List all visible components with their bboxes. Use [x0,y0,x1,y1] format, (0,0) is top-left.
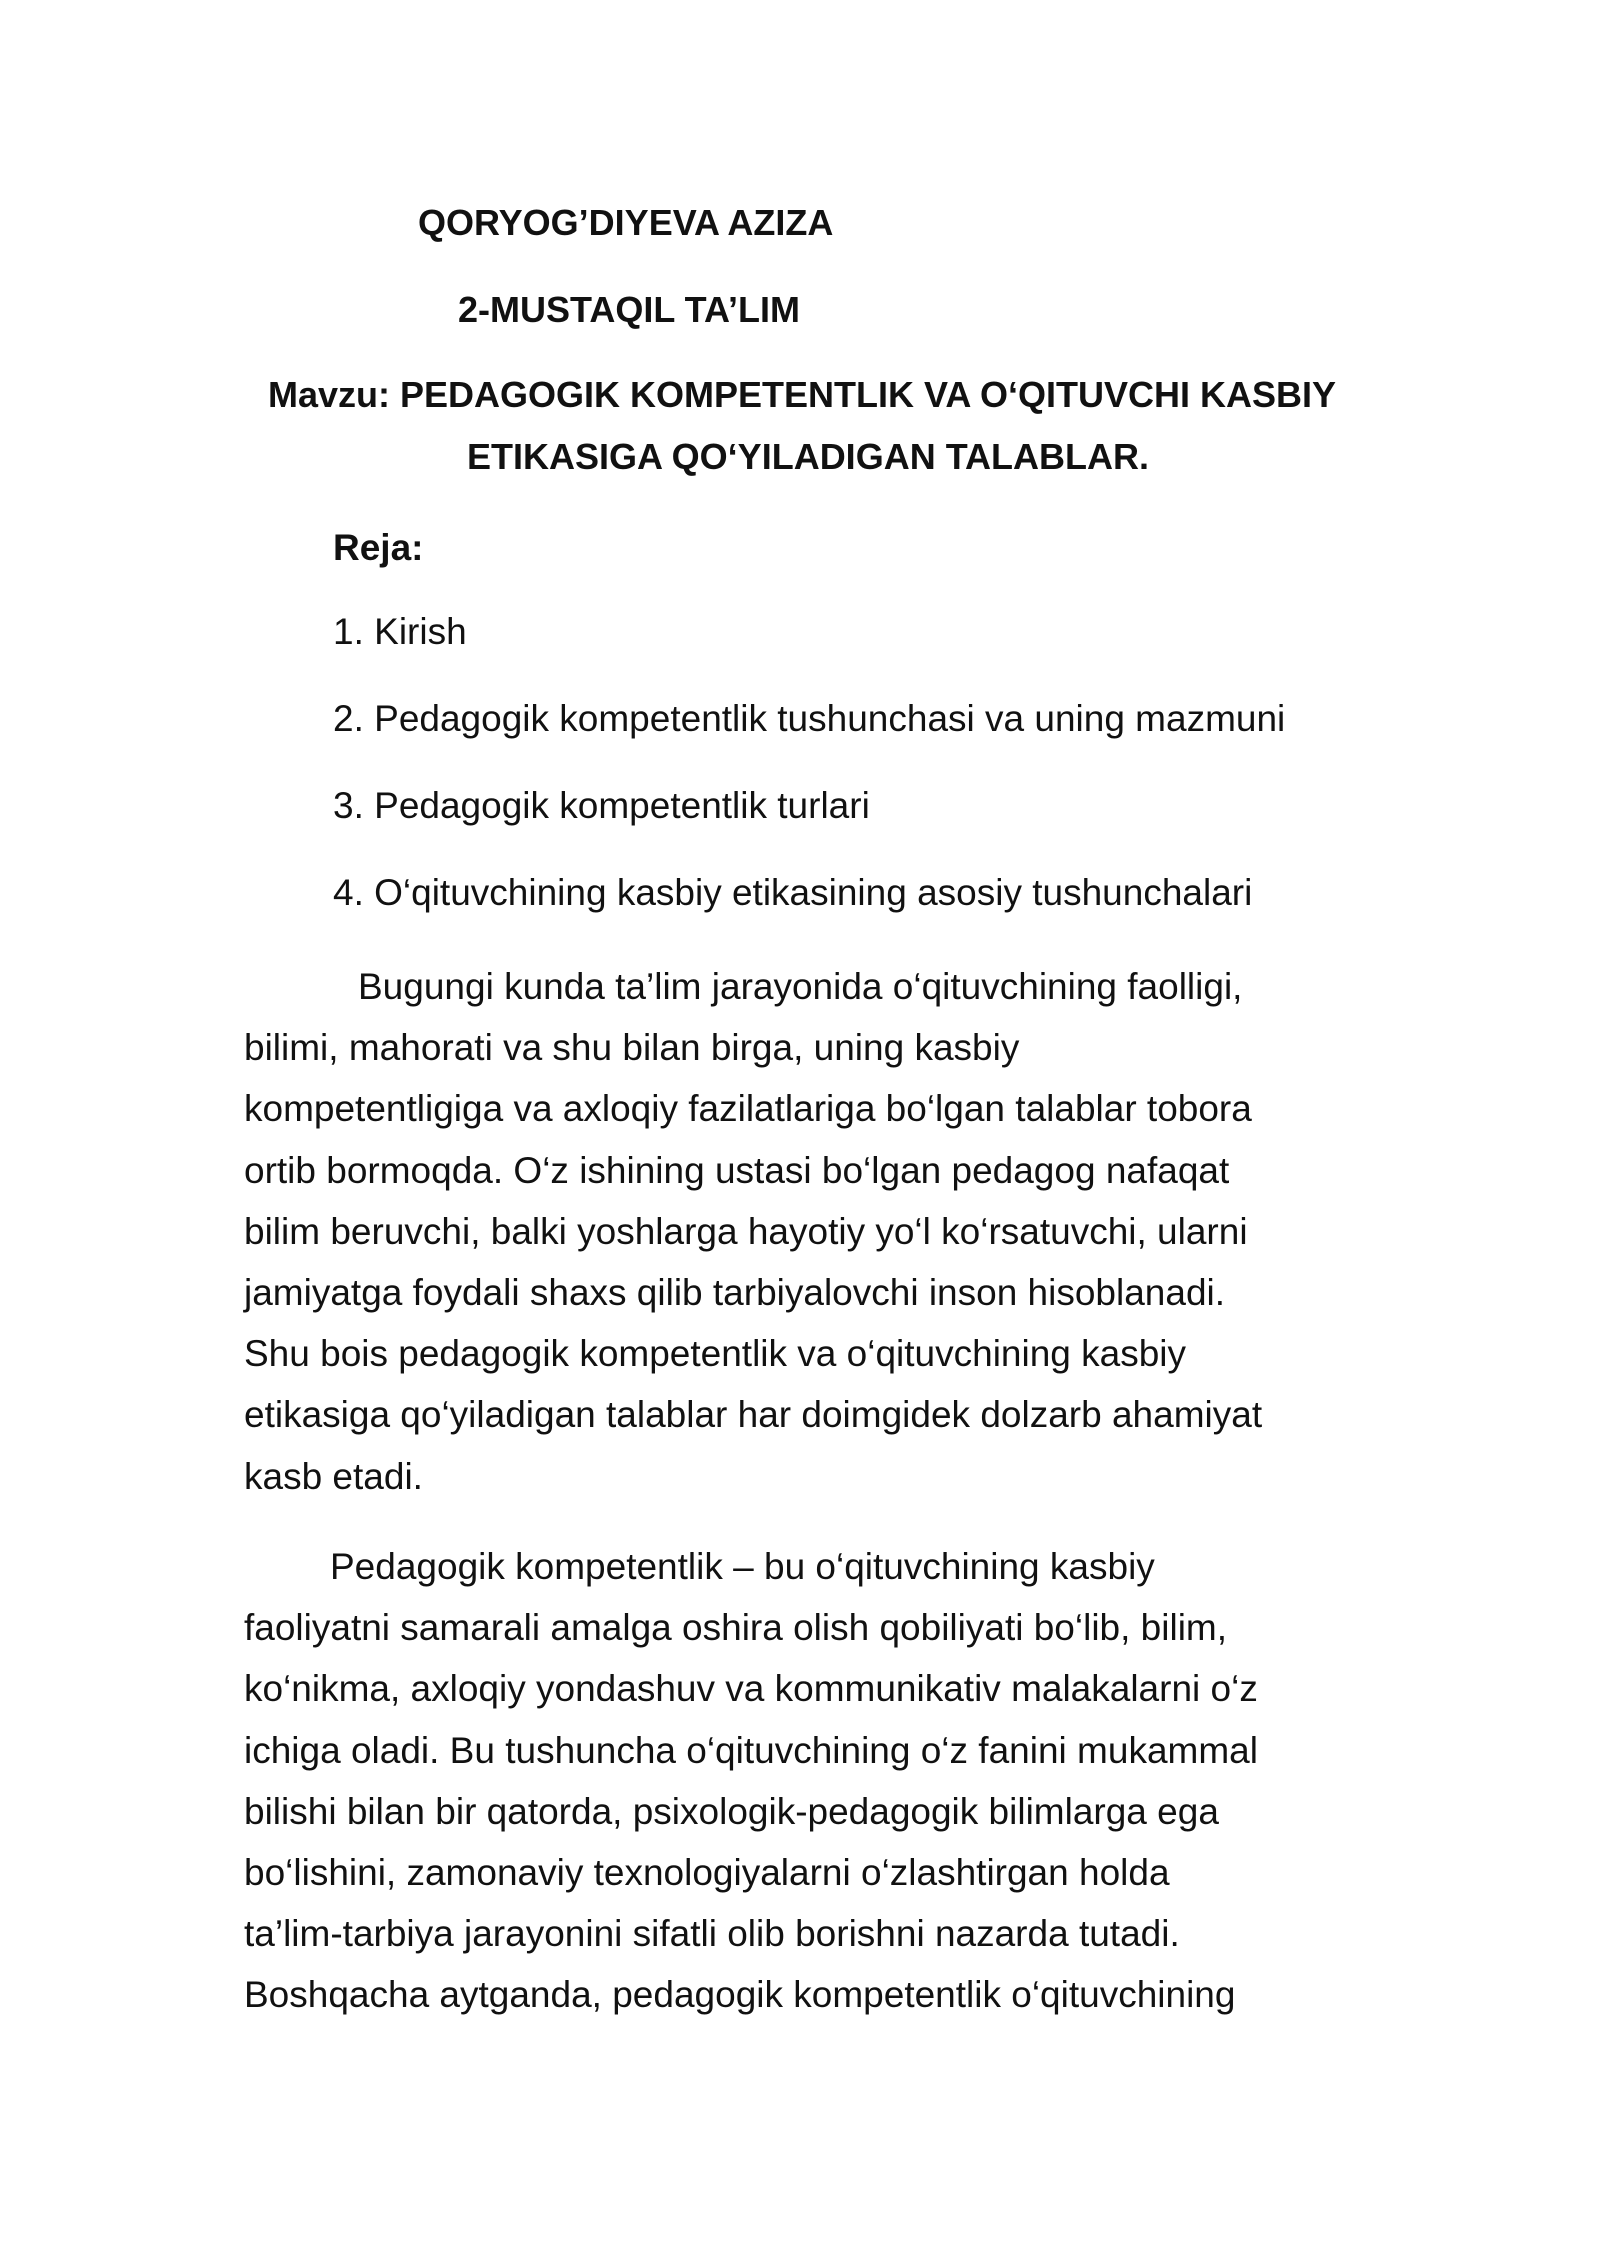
paragraph-line: bo‘lishini, zamonaviy texnologiyalarni o‘zlashtirgan holda [244,1852,1170,1894]
plan-item: 3. Pedagogik kompetentlik turlari [333,785,870,826]
paragraph-line: Pedagogik kompetentlik – bu o‘qituvchining kasbiy [330,1546,1155,1587]
paragraph-line: kompetentligiga va axloqiy fazilatlariga bo‘lgan talablar tobora [244,1088,1252,1130]
paragraph-line: ortib bormoqda. O‘z ishining ustasi bo‘lgan pedagog nafaqat [244,1149,1230,1191]
body-paragraph-1 [244,956,1364,1507]
plan-item: 2. Pedagogik kompetentlik tushunchasi va uning mazmuni [333,698,1286,739]
paragraph-line: kasb etadi. [244,1455,423,1497]
paragraph-line: ichiga oladi. Bu tushuncha o‘qituvchining o‘z fanini mukammal [244,1729,1258,1771]
paragraph-line: Shu bois pedagogik kompetentlik va o‘qituvchining kasbiy [244,1333,1187,1375]
plan-item: 4. O‘qituvchining kasbiy etikasining asosiy tushunchalari [333,872,1253,913]
plan-item: 1. Kirish [333,611,467,652]
body-paragraph-2 [244,1536,1364,2026]
paragraph-line: jamiyatga foydali shaxs qilib tarbiyalovchi inson hisoblanadi. [244,1272,1226,1314]
paragraph-line: etikasiga qo‘yiladigan talablar har doimgidek dolzarb ahamiyat [244,1394,1263,1436]
paragraph-line: bilimi, mahorati va shu bilan birga, uning kasbiy [244,1027,1020,1069]
topic-title-line-2: ETIKASIGA QO‘YILADIGAN TALABLAR. [467,436,1149,477]
topic-title-line-1: Mavzu: PEDAGOGIK KOMPETENTLIK VA O‘QITUVCHI KASBIY [268,374,1337,415]
paragraph-line: ko‘nikma, axloqiy yondashuv va kommunikativ malakalarni o‘z [244,1668,1258,1710]
paragraph-line: faoliyatni samarali amalga oshira olish qobiliyati bo‘lib, bilim, [244,1607,1228,1649]
plan-list [333,607,1285,955]
work-title: 2-MUSTAQIL TA’LIM [458,289,800,330]
paragraph-line: Boshqacha aytganda, pedagogik kompetentlik o‘qituvchining [244,1974,1236,2016]
paragraph-line: bilim beruvchi, balki yoshlarga hayotiy yo‘l ko‘rsatuvchi, ularni [244,1210,1248,1252]
paragraph-line: Bugungi kunda ta’lim jarayonida o‘qituvchining faolligi, [358,966,1243,1007]
author-name: QORYOG’DIYEVA AZIZA [418,202,834,243]
plan-heading: Reja: [333,527,424,568]
paragraph-line: bilishi bilan bir qatorda, psixologik-pedagogik bilimlarga ega [244,1790,1219,1832]
paragraph-line: ta’lim-tarbiya jarayonini sifatli olib borishni nazarda tutadi. [244,1913,1180,1955]
